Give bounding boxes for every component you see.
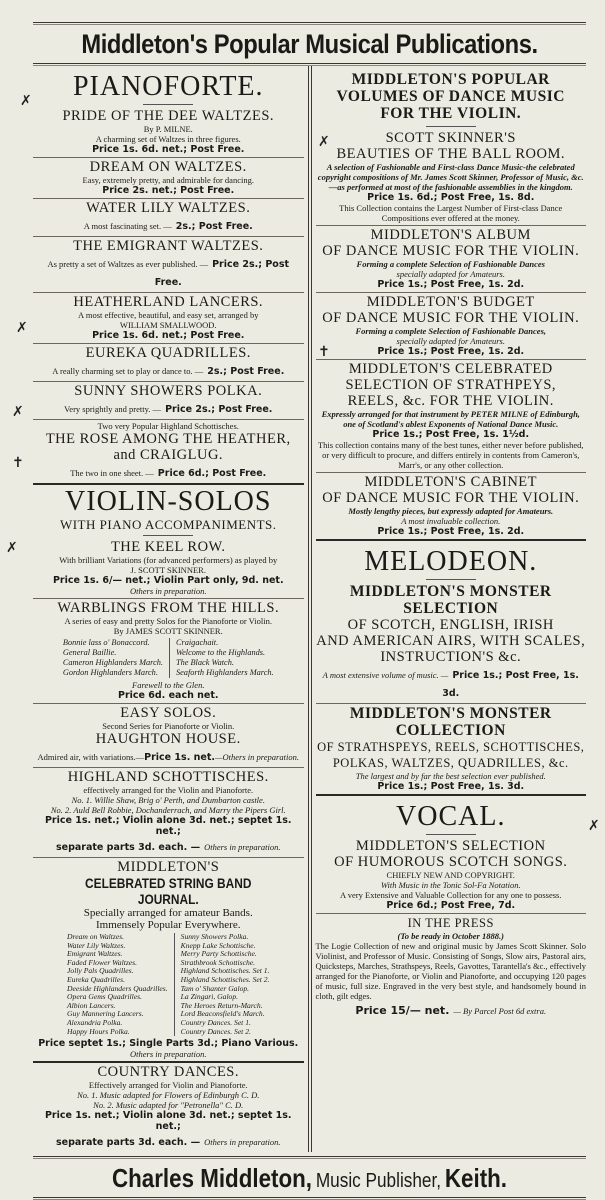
publisher-role: Music Publisher, bbox=[315, 1170, 442, 1193]
listing-title3: POLKAS, WALTZES, QUADRILLES, &c. bbox=[332, 756, 569, 770]
section-title-melodeon: MELODEON. bbox=[364, 546, 538, 577]
handwritten-cross-mark: ✝ bbox=[318, 344, 330, 360]
left-column bbox=[33, 66, 309, 1152]
journal-piece: Albion Lancers. bbox=[67, 1000, 116, 1010]
journal-piece: Tam o' Shanter Galop. bbox=[180, 983, 250, 993]
tune: Craigachait. bbox=[175, 638, 219, 647]
publisher-name: Charles Middleton, bbox=[111, 1163, 312, 1194]
listing-byline: WILLIAM SMALLWOOD. bbox=[119, 320, 217, 330]
listing-title2: OF DANCE MUSIC FOR THE VIOLIN. bbox=[322, 310, 580, 326]
listing-monster-selection bbox=[316, 582, 587, 704]
listing-desc: Very sprightly and pretty. — bbox=[64, 404, 162, 414]
journal-piece: Country Dances. Set 1. bbox=[180, 1017, 251, 1027]
listing-emigrant-waltzes bbox=[33, 237, 304, 293]
listing-title: WARBLINGS FROM THE HILLS. bbox=[57, 600, 280, 616]
listing-byline: By JAMES SCOTT SKINNER. bbox=[113, 626, 223, 636]
handwritten-x-mark: ✗ bbox=[318, 134, 330, 150]
tune-list-col-2 bbox=[169, 638, 280, 678]
tune: General Baillie. bbox=[62, 648, 117, 657]
listing-price: 2s.; Post Free. bbox=[175, 221, 253, 232]
journal-piece: Deeside Highlanders Quadrilles. bbox=[67, 983, 168, 993]
listing-price: Price 2s.; Post Free. bbox=[165, 404, 273, 415]
tune: The Black Watch. bbox=[175, 658, 234, 667]
journal-piece: Highland Schottisches. Set 2. bbox=[180, 974, 270, 984]
journal-piece: Highland Schottisches. Set 1. bbox=[180, 966, 270, 976]
journal-piece: Country Dances. Set 2. bbox=[180, 1026, 251, 1036]
listing-title: SCOTT SKINNER'S bbox=[385, 130, 516, 146]
listing-no2: No. 2. Auld Bell Robbie, Dochanderrach, and Marry the Pipers Girl. bbox=[50, 805, 286, 815]
listing-title2: SELECTION OF STRATHPEYS, bbox=[345, 377, 557, 393]
listing-price: Price 1s. 6/— net.; Violin Part only, 9d. net. bbox=[52, 575, 284, 586]
listing-album bbox=[316, 226, 587, 293]
journal-list-col-2 bbox=[174, 933, 276, 1036]
listing-price: Price 1s. 6d. net.; Post Free. bbox=[92, 330, 245, 341]
listing-humorous-scotch-songs bbox=[316, 837, 587, 914]
listing-title: PRIDE OF THE DEE WALTZES. bbox=[62, 108, 275, 124]
listing-price: Price 2s.; Post Free. bbox=[154, 259, 290, 288]
listing-desc: Forming a complete Selection of Fashionable Dances bbox=[356, 259, 545, 269]
listing-sub: CHIEFLY NEW AND COPYRIGHT. bbox=[386, 870, 515, 880]
listing-desc2: A very Extensive and Valuable Collection for any one to possess. bbox=[339, 890, 562, 900]
short-rule bbox=[426, 126, 476, 127]
listing-price2: separate parts 3d. each. — bbox=[55, 842, 201, 853]
listing-price: Price 1s. net.; Violin alone 3d. net.; septet 1s. net.; bbox=[44, 815, 292, 837]
listing-water-lily-waltzes bbox=[33, 199, 304, 237]
listing-pre: Two very Popular Highland Schottisches. bbox=[97, 421, 239, 431]
listing-budget bbox=[316, 293, 587, 360]
journal-piece: Alexandria Polka. bbox=[67, 1017, 123, 1027]
section-title-vocal: VOCAL. bbox=[396, 801, 506, 832]
listing-title2: OF SCOTCH, ENGLISH, IRISH bbox=[347, 617, 554, 633]
listing-title: MIDDLETON'S bbox=[117, 859, 220, 875]
journal-piece: Sunny Showers Polka. bbox=[180, 932, 249, 941]
listing-title: MIDDLETON'S CABINET bbox=[364, 474, 538, 490]
journal-piece: Emigrant Waltzes. bbox=[67, 949, 123, 959]
listing-title: THE ROSE AMONG THE HEATHER, bbox=[45, 431, 291, 447]
listing-title: MIDDLETON'S BUDGET bbox=[366, 294, 535, 310]
tune: Gordon Highlanders March. bbox=[62, 668, 158, 677]
listing-title: DREAM ON WALTZES. bbox=[89, 159, 247, 175]
listing-desc: A charming set of Waltzes in three figures. bbox=[95, 134, 241, 144]
listing-price: 2s.; Post Free. bbox=[207, 366, 285, 377]
listing-desc: The Logie Collection of new and original music by James Scott Skinner. Solo Violinist, and Professor of Music. Consisting of Songs, Slow airs, Pastoral airs, Quicksteps, Marches, Strathspeys, Reels, Gavottes, Tarantella's &c., effectively arranged for the Pianoforte, or Violin and Pianoforte, and occupying 120 pages of music, full size. Engraved in the very best style, and handsomely bound in cloth, gilt edges. bbox=[315, 941, 586, 1001]
listing-price: Price 1s. net.; Violin alone 3d. net.; septet 1s. net.; bbox=[44, 1110, 292, 1133]
listing-byline: By P. MILNE. bbox=[143, 124, 193, 134]
footer-imprint bbox=[72, 1159, 548, 1197]
journal-piece: Faded Flower Waltzes. bbox=[67, 957, 138, 967]
listing-title2: CELEBRATED STRING BAND JOURNAL. bbox=[85, 875, 252, 907]
listing-desc: Specially arranged for amateur Bands. bbox=[83, 907, 253, 919]
listing-price: Price 2s. net.; Post Free. bbox=[102, 185, 235, 196]
listing-title: EASY SOLOS. bbox=[120, 705, 217, 721]
listing-celebrated-selection bbox=[316, 360, 587, 473]
listing-note: Others in preparation. bbox=[130, 586, 207, 596]
listing-desc: Forming a complete Selection of Fashionable Dances, bbox=[355, 326, 547, 336]
listing-desc: With brilliant Variations (for advanced performers) as played by bbox=[59, 555, 278, 565]
listing-no1: No. 1. Willie Shaw, Brig o' Perth, and Dumbarton castle. bbox=[71, 795, 265, 805]
listing-desc: A really charming set to play or dance to. — bbox=[52, 366, 204, 376]
tune: Farewell to the Glen. bbox=[132, 680, 205, 690]
listing-title4: INSTRUCTION'S &c. bbox=[380, 649, 522, 665]
listing-title3: AND AMERICAN AIRS, WITH SCALES, bbox=[316, 633, 586, 649]
handwritten-x-mark: ✗ bbox=[6, 540, 18, 556]
listing-desc2: specially adapted for Amateurs. bbox=[396, 336, 505, 346]
listing-heatherland-lancers bbox=[33, 293, 304, 344]
listing-in-the-press bbox=[316, 914, 587, 1021]
listing-price: Price 1s.; Post Free, 1s. 2d. bbox=[377, 279, 525, 290]
listing-price: Price 6d. each net. bbox=[117, 690, 219, 701]
listing-desc2: A most invaluable collection. bbox=[401, 516, 501, 526]
listing-price: Price 1s.; Post Free, 1s. 1½d. bbox=[372, 429, 530, 440]
listing-desc: The largest and by far the best selection ever published. bbox=[355, 771, 546, 781]
section-title: MIDDLETON'S POPULAR bbox=[351, 71, 550, 88]
listing-price: Price septet 1s.; Single Parts 3d.; Piano Various. bbox=[38, 1038, 299, 1050]
listing-desc: Effectively arranged for Violin and Pianoforte. bbox=[88, 1080, 248, 1091]
section-title2: VOLUMES OF DANCE MUSIC bbox=[336, 88, 565, 105]
listing-price: Price 1s.; Post Free, 1s. 2d. bbox=[377, 346, 525, 357]
journal-piece: Eureka Quadrilles. bbox=[67, 974, 125, 984]
two-column-body bbox=[33, 66, 586, 1152]
listing-title2: BEAUTIES OF THE BALL ROOM. bbox=[336, 146, 565, 162]
listing-price: Price 1s. net. bbox=[144, 752, 215, 763]
tune: Bonnie lass o' Bonaccord. bbox=[62, 638, 150, 647]
listing-desc: Expressly arranged for that instrument by PETER MILNE of Edinburgh, one of Scotland's ablest Exponents of National Dance Music. bbox=[321, 409, 580, 429]
listing-pride-of-the-dee bbox=[33, 107, 304, 158]
journal-piece: Knepp Lake Schottische. bbox=[180, 940, 256, 950]
listing-no2: No. 2. Music adapted for "Petronella" C. D. bbox=[93, 1100, 244, 1111]
listing-desc: With Music in the Tonic Sol-Fa Notation. bbox=[380, 880, 521, 890]
journal-piece: Lord Beaconsfield's March. bbox=[180, 1009, 265, 1019]
listing-title2: OF DANCE MUSIC FOR THE VIOLIN. bbox=[322, 243, 580, 259]
listing-highland-schottisches bbox=[33, 768, 304, 858]
listing-desc: A series of easy and pretty Solos for the Pianoforte or Violin. bbox=[64, 616, 273, 626]
listing-note: Others in preparation. bbox=[204, 842, 281, 852]
journal-piece: Merry Party Schottische. bbox=[180, 949, 257, 959]
tune-list-col-1 bbox=[57, 638, 169, 678]
section-title-pianoforte: PIANOFORTE. bbox=[72, 71, 264, 102]
journal-piece: Dream on Waltzes. bbox=[67, 932, 125, 941]
listing-byline: J. SCOTT SKINNER. bbox=[130, 565, 206, 575]
right-column bbox=[311, 66, 587, 1152]
listing-note: — By Parcel Post 6d extra. bbox=[453, 1006, 547, 1016]
listing-desc: Second Series for Pianoforte or Violin. bbox=[102, 721, 235, 731]
listing-desc: Easy, extremely pretty, and admirable for dancing. bbox=[82, 175, 254, 185]
listing-title: MIDDLETON'S CELEBRATED bbox=[348, 361, 553, 377]
handwritten-x-mark: ✗ bbox=[12, 404, 24, 420]
section-title-violin-solos: VIOLIN-SOLOS bbox=[65, 486, 272, 517]
handwritten-x-mark: ✗ bbox=[16, 320, 28, 336]
listing-title: COUNTRY DANCES. bbox=[97, 1064, 239, 1081]
listing-desc2: Immensely Popular Everywhere. bbox=[96, 919, 241, 931]
listing-desc: Admired air, with variations.— bbox=[37, 752, 145, 762]
listing-title: WATER LILY WALTZES. bbox=[86, 200, 251, 216]
handwritten-x-mark: ✗ bbox=[20, 93, 32, 109]
listing-price2: separate parts 3d. each. — bbox=[55, 1137, 201, 1149]
listing-note: This collection contains many of the best tunes, either never before published, or very difficult to procure, and differs entirely in contents from Cameron's, Marr's, or any other collection. bbox=[317, 440, 584, 470]
handwritten-cross-mark: ✝ bbox=[12, 455, 24, 471]
section-title-popular-volumes bbox=[316, 66, 587, 124]
journal-piece: Happy Hours Polka. bbox=[67, 1026, 130, 1036]
listing-title: HEATHERLAND LANCERS. bbox=[73, 294, 264, 310]
listing-beauties-of-the-ball-room bbox=[316, 129, 587, 226]
listing-title2: OF STRATHSPEYS, REELS, SCHOTTISCHES, bbox=[317, 740, 585, 754]
listing-price: Price 6d.; Post Free. bbox=[157, 468, 267, 479]
listing-string-band-journal bbox=[33, 858, 304, 1063]
listing-warblings-from-the-hills bbox=[33, 599, 304, 704]
short-rule bbox=[143, 104, 193, 105]
listing-monster-collection bbox=[316, 704, 587, 796]
short-rule bbox=[143, 535, 193, 536]
listing-desc: As pretty a set of Waltzes as ever published. — bbox=[47, 259, 209, 269]
handwritten-x-mark: ✗ bbox=[588, 818, 600, 834]
journal-piece: Strathbrook Schottische. bbox=[180, 957, 256, 967]
listing-title: MIDDLETON'S MONSTER SELECTION bbox=[349, 583, 552, 617]
listing-price: Price 1s.; Post Free, 1s. 3d. bbox=[442, 670, 579, 699]
listing-title: EUREKA QUADRILLES. bbox=[85, 345, 251, 361]
advertisement-page bbox=[33, 22, 586, 1200]
listing-title: MIDDLETON'S SELECTION bbox=[355, 838, 546, 854]
short-rule bbox=[426, 834, 476, 835]
listing-price: Price 1s. 6d.; Post Free, 1s. 8d. bbox=[367, 192, 535, 203]
publisher-place: Keith. bbox=[444, 1163, 508, 1194]
listing-desc: A most effective, beautiful, and easy set, arranged by bbox=[78, 310, 259, 320]
listing-note: Others in preparation. bbox=[130, 1049, 207, 1060]
listing-title: SUNNY SHOWERS POLKA. bbox=[74, 383, 263, 399]
journal-piece: La Zingari, Galop. bbox=[180, 992, 239, 1002]
listing-desc: effectively arranged for the Violin and Pianoforte. bbox=[83, 785, 254, 795]
listing-title: MIDDLETON'S ALBUM bbox=[370, 227, 531, 243]
journal-piece: Guy Mannering Lancers. bbox=[67, 1009, 144, 1019]
listing-keel-row bbox=[33, 538, 304, 599]
listing-title: HIGHLAND SCHOTTISCHES. bbox=[67, 769, 269, 785]
listing-country-dances bbox=[33, 1063, 304, 1152]
listing-rose-among-the-heather bbox=[33, 420, 304, 485]
journal-piece: The Heroes Return-March. bbox=[180, 1000, 263, 1010]
listing-sunny-showers-polka bbox=[33, 382, 304, 420]
listing-desc: A selection of Fashionable and First-class Dance Music-the celebrated copyright compositions of Mr. James Scott Skinner, Professor of Music, &c.—as performed at most of the fashionable assemblies in the kingdom. bbox=[317, 162, 584, 192]
journal-list-col-1 bbox=[61, 933, 174, 1036]
listing-price: Price 15/— net. bbox=[355, 1004, 450, 1017]
section-title3: FOR THE VIOLIN. bbox=[380, 105, 522, 122]
listing-title: IN THE PRESS bbox=[407, 916, 494, 930]
listing-price: Price 1s. 6d. net.; Post Free. bbox=[92, 144, 245, 155]
listing-desc: Mostly lengthy pieces, but expressly adapted for Amateurs. bbox=[348, 506, 554, 516]
listing-note: —Others in preparation. bbox=[214, 752, 299, 762]
listing-title2: and CRAIGLUG. bbox=[113, 447, 224, 463]
tune: Seaforth Highlanders March. bbox=[175, 668, 274, 677]
listing-title2: OF DANCE MUSIC FOR THE VIOLIN. bbox=[322, 490, 580, 506]
short-rule bbox=[426, 579, 476, 580]
listing-title: THE EMIGRANT WALTZES. bbox=[73, 238, 264, 254]
journal-piece: Water Lily Waltzes. bbox=[67, 940, 126, 950]
tune: Welcome to the Highlands. bbox=[175, 648, 266, 657]
masthead: Middleton's Popular Musical Publications. bbox=[81, 29, 538, 59]
listing-price: Price 6d.; Post Free, 7d. bbox=[386, 900, 516, 911]
listing-title2: HAUGHTON HOUSE. bbox=[95, 731, 241, 747]
listing-note: Others in preparation. bbox=[204, 1137, 281, 1148]
journal-piece: Opera Gems Quadrilles. bbox=[67, 992, 142, 1002]
listing-desc2: specially adapted for Amateurs. bbox=[396, 269, 505, 279]
listing-price: Price 1s.; Post Free, 1s. 2d. bbox=[377, 526, 525, 537]
listing-dream-on-waltzes bbox=[33, 158, 304, 199]
listing-sub: (To be ready in October 1888.) bbox=[397, 931, 504, 941]
journal-piece: Jolly Pals Quadrilles. bbox=[67, 966, 134, 976]
listing-note: This Collection contains the Largest Number of First-class Dance Compositions ever offered at the money. bbox=[339, 203, 563, 223]
listing-desc: A most fascinating set. — bbox=[83, 221, 172, 231]
listing-desc: The two in one sheet. — bbox=[70, 468, 154, 478]
listing-cabinet bbox=[316, 473, 587, 541]
listing-easy-solos bbox=[33, 704, 304, 768]
listing-title: THE KEEL ROW. bbox=[110, 539, 226, 555]
journal-list bbox=[33, 933, 304, 1036]
listing-title3: REELS, &c. FOR THE VIOLIN. bbox=[347, 393, 554, 409]
tune-list bbox=[33, 638, 304, 678]
listing-eureka-quadrilles bbox=[33, 344, 304, 382]
listing-title: MIDDLETON'S MONSTER COLLECTION bbox=[349, 705, 552, 739]
listing-price: Price 1s.; Post Free, 1s. 3d. bbox=[377, 781, 525, 792]
listing-desc: A most extensive volume of music. — bbox=[322, 670, 449, 680]
section-subtitle: WITH PIANO ACCOMPANIMENTS. bbox=[59, 517, 277, 532]
listing-no1: No. 1. Music adapted for Flowers of Edinburgh C. D. bbox=[77, 1090, 260, 1101]
listing-title2: OF HUMOROUS SCOTCH SONGS. bbox=[334, 854, 568, 870]
tune: Cameron Highlanders March. bbox=[62, 658, 163, 667]
